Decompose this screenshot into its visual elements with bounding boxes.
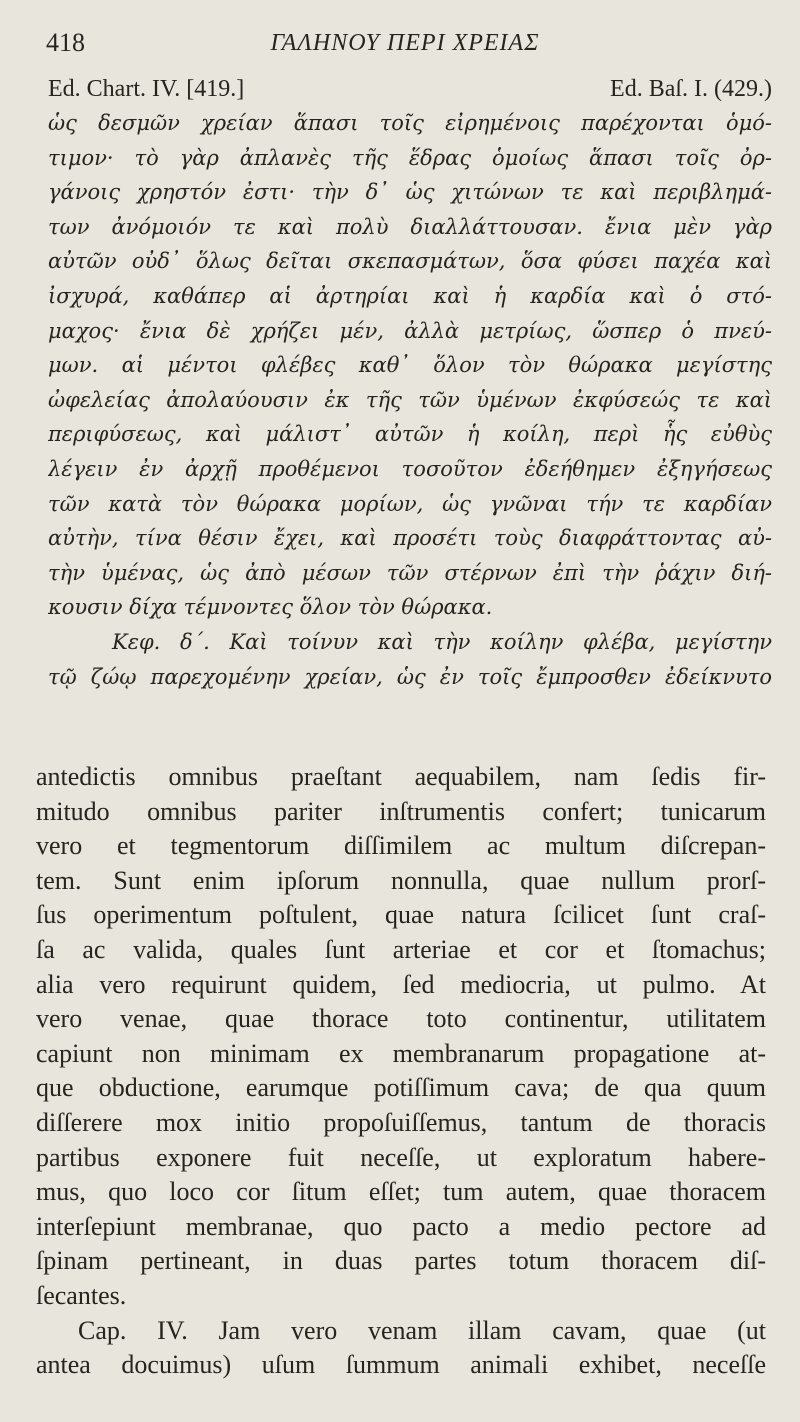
latin-line: mitudo omnibus pariter inſtrumentis confert; tunicarum xyxy=(36,796,766,826)
latin-text-block xyxy=(36,760,766,1383)
latin-line: antedictis omnibus praeſtant aequabilem, nam ſedis fir- xyxy=(36,762,766,791)
greek-line: των ἀνόμοιόν τε καὶ πολὺ διαλλάττουσαν. ἔνια μὲν γὰρ xyxy=(48,214,772,239)
latin-line: antea docuimus) uſum ſummum animali exhibet, neceſſe xyxy=(36,1350,766,1380)
latin-line: diſſerere mox initio propoſuiſſemus, tantum de thoracis xyxy=(36,1107,766,1137)
greek-line: τιμον· τὸ γὰρ ἀπλανὲς τῆς ἕδρας ὁμοίως ἅπασι τοῖς ὀρ- xyxy=(48,145,772,170)
greek-text-block xyxy=(48,106,772,694)
greek-line: τὴν ὑμένας, ὡς ἀπὸ μέσων τῶν στέρνων ἐπὶ τὴν ῥάχιν διή- xyxy=(48,560,772,585)
running-header xyxy=(46,26,764,66)
latin-line: ſus operimentum poſtulent, quae natura ſcilicet ſunt craſ- xyxy=(36,900,766,930)
latin-line: mus, quo loco cor ſitum eſſet; tum autem, quae thoracem xyxy=(36,1177,766,1207)
greek-line: τῷ ζώῳ παρεχομένην χρείαν, ὡς ἐν τοῖς ἔμπροσθεν ἐδείκνυτο xyxy=(48,664,772,689)
greek-line: ἰσχυρά, καθάπερ αἱ ἀρτηρίαι καὶ ἡ καρδία καὶ ὁ στό- xyxy=(48,283,772,308)
greek-line: μων. αἱ μέντοι φλέβες καθ᾿ ὅλον τὸν θώρακα μεγίστης xyxy=(48,353,772,378)
latin-line: ſpinam pertineant, in duas partes totum thoracem diſ- xyxy=(36,1246,766,1276)
edition-ref-chart: Ed. Chart. IV. [419.] xyxy=(48,76,245,102)
latin-line: ſa ac valida, quales ſunt arteriae et cor et ſtomachus; xyxy=(36,934,766,964)
greek-line: γάνοις χρηστόν ἐστι· τὴν δ᾿ ὡς χιτώνων τε καὶ περιβλημά- xyxy=(48,180,772,205)
greek-line: ὡς δεσμῶν χρείαν ἅπασι τοῖς εἰρημένοις παρέχονται ὁμό- xyxy=(48,111,772,135)
latin-line: alia vero requirunt quidem, ſed mediocria, ut pulmo. At xyxy=(36,969,766,999)
latin-line: partibus exponere fuit neceſſe, ut exploratum habere- xyxy=(36,1142,766,1172)
edition-ref-basel: Ed. Baſ. I. (429.) xyxy=(610,76,772,102)
greek-line: περιφύσεως, καὶ μάλιστ᾿ αὐτῶν ἡ κοίλη, περὶ ἧς εὐθὺς xyxy=(48,422,772,447)
latin-line: vero et tegmentorum diſſimilem ac multum diſcrepan- xyxy=(36,831,766,861)
latin-line: interſepiunt membranae, quo pacto a medio pectore ad xyxy=(36,1211,766,1241)
greek-line: ὠφελείας ἀπολαύουσιν ἐκ τῆς τῶν ὑμένων ἐκφύσεώς τε καὶ xyxy=(48,387,772,412)
greek-line: λέγειν ἐν ἀρχῇ προθέμενοι τοσοῦτον ἐδεήθημεν ἐξηγήσεως xyxy=(48,456,772,481)
latin-line: tem. Sunt enim ipſorum nonnulla, quae nullum prorſ- xyxy=(36,865,766,895)
edition-references xyxy=(48,76,772,108)
running-title: ΓΑΛΗΝΟΥ ΠΕΡΙ ΧΡΕΙΑΣ xyxy=(270,30,540,56)
greek-line: αὐτῶν οὐδ᾿ ὅλως δεῖται σκεπασμάτων, ὅσα φύσει παχέα καὶ xyxy=(48,249,772,274)
greek-line: αὐτὴν, τίνα θέσιν ἔχει, καὶ προσέτι τοὺς διαφράττοντας αὐ- xyxy=(48,526,772,551)
greek-chapter-heading-line: Κεφ. δ΄. Καὶ τοίνυν καὶ τὴν κοίλην φλέβα, μεγίστην xyxy=(112,629,772,654)
latin-chapter-heading-line: Cap. IV. Jam vero venam illam cavam, quae (ut xyxy=(78,1315,766,1345)
latin-line: vero venae, quae thorace toto continentur, utilitatem xyxy=(36,1004,766,1034)
latin-line: que obductione, earumque potiſſimum cava; de qua quum xyxy=(36,1073,766,1103)
latin-line: ſecantes. xyxy=(36,1280,127,1310)
greek-line: τῶν κατὰ τὸν θώρακα μορίων, ὡς γνῶναι τήν τε καρδίαν xyxy=(48,491,772,516)
greek-line: μαχος· ἔνια δὲ χρήζει μέν, ἀλλὰ μετρίως, ὥσπερ ὁ πνεύ- xyxy=(48,318,772,343)
latin-line: capiunt non minimam ex membranarum propagatione at- xyxy=(36,1038,766,1068)
greek-line: κουσιν δίχα τέμνοντες ὅλον τὸν θώρακα. xyxy=(48,595,493,620)
page-number: 418 xyxy=(46,28,85,57)
